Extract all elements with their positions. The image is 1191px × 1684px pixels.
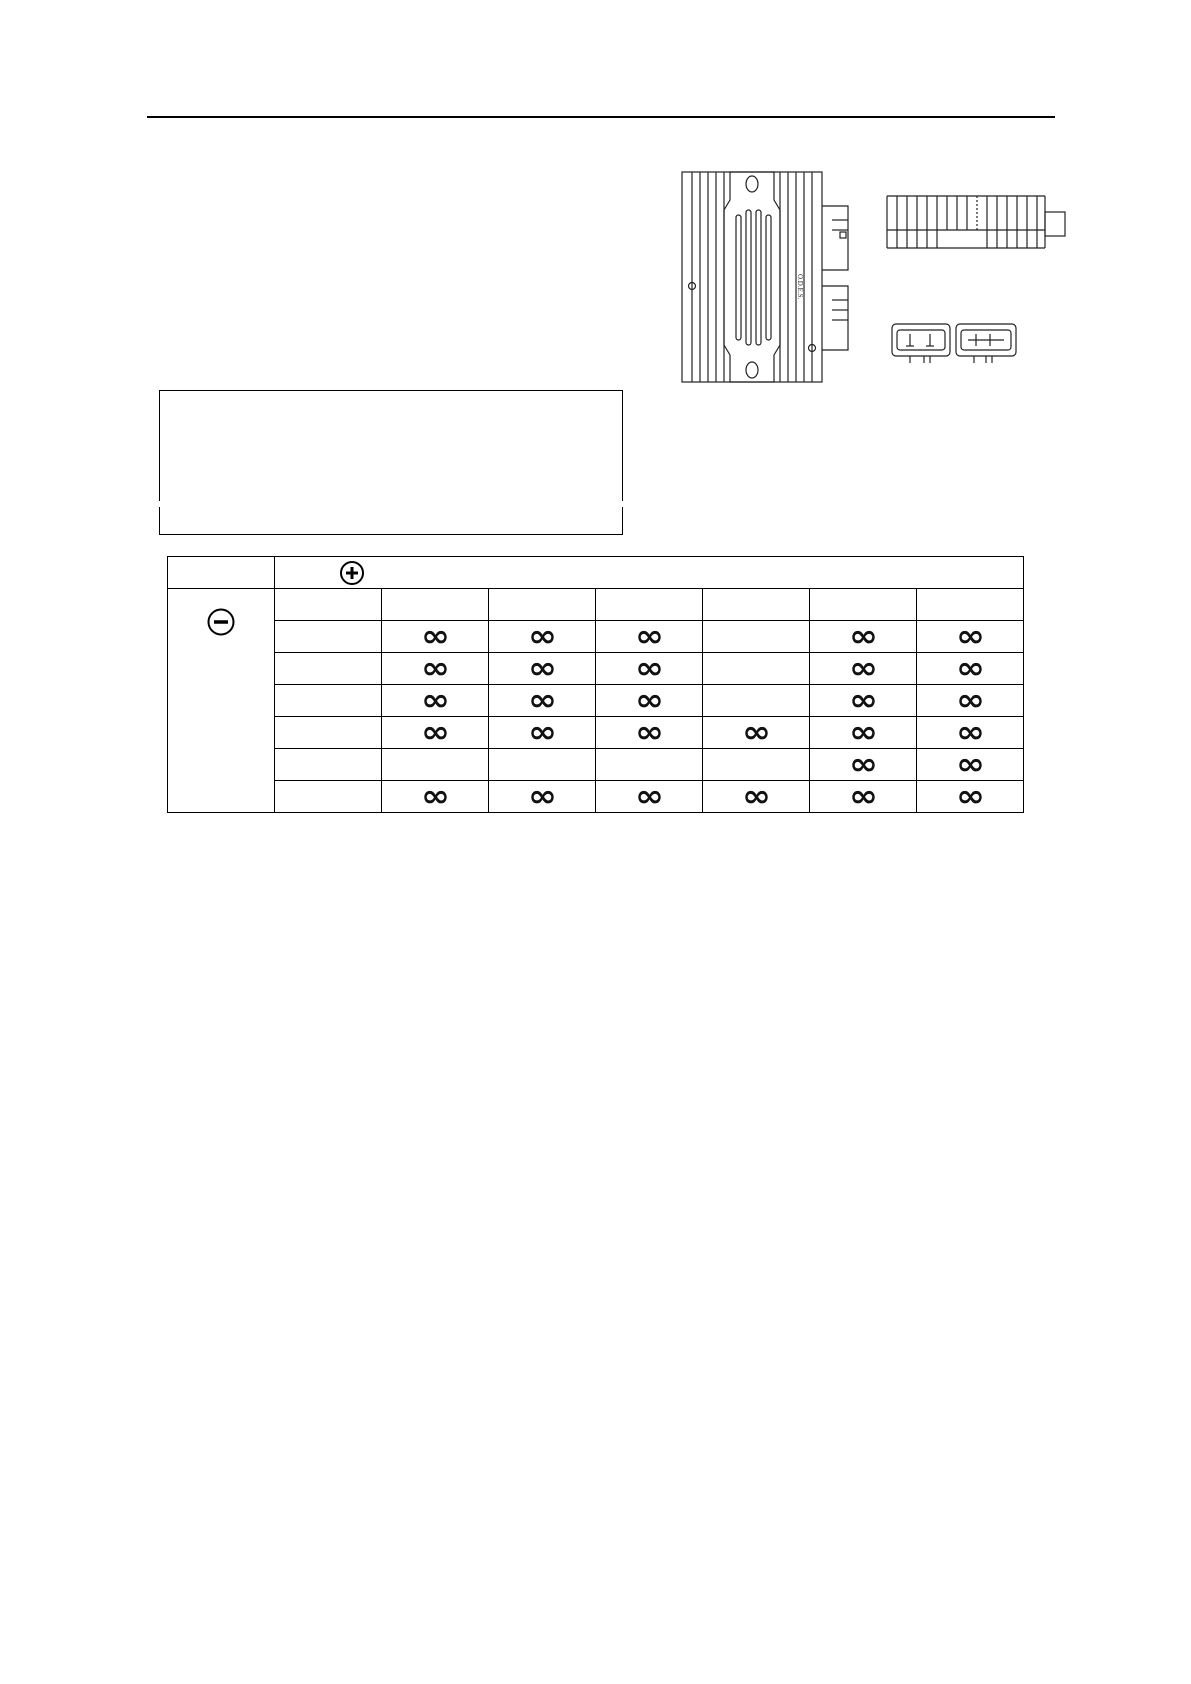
infinity-value: ∞ bbox=[955, 747, 985, 782]
table-cell bbox=[489, 781, 596, 813]
table-cell bbox=[917, 749, 1024, 781]
infinity-value: ∞ bbox=[741, 715, 771, 750]
row-label-cell bbox=[275, 685, 382, 717]
infinity-value: ∞ bbox=[955, 651, 985, 686]
table-row bbox=[168, 621, 1024, 653]
infinity-value: ∞ bbox=[848, 747, 878, 782]
infinity-value: ∞ bbox=[420, 651, 450, 686]
table-cell bbox=[596, 589, 703, 621]
regulator-front-drawing bbox=[680, 170, 860, 385]
table-cell bbox=[810, 589, 917, 621]
minus-circle-icon bbox=[206, 607, 236, 637]
table-cell bbox=[917, 621, 1024, 653]
table-cell bbox=[489, 621, 596, 653]
notice-box bbox=[159, 390, 623, 535]
table-row bbox=[168, 749, 1024, 781]
row-label-cell bbox=[275, 653, 382, 685]
table-cell bbox=[596, 621, 703, 653]
infinity-value: ∞ bbox=[527, 715, 557, 750]
infinity-value: ∞ bbox=[527, 619, 557, 654]
table-row bbox=[168, 589, 1024, 621]
table-cell bbox=[917, 781, 1024, 813]
notice-box-gap bbox=[158, 501, 624, 507]
infinity-value: ∞ bbox=[955, 619, 985, 654]
row-label-cell bbox=[275, 589, 382, 621]
table-cell bbox=[382, 589, 489, 621]
table-cell bbox=[810, 717, 917, 749]
table-cell bbox=[810, 749, 917, 781]
infinity-value: ∞ bbox=[420, 779, 450, 814]
infinity-value: ∞ bbox=[741, 779, 771, 814]
infinity-value: ∞ bbox=[527, 779, 557, 814]
table-cell bbox=[917, 685, 1024, 717]
table-cell bbox=[382, 653, 489, 685]
table-row bbox=[168, 717, 1024, 749]
table-cell bbox=[810, 653, 917, 685]
table-cell bbox=[703, 749, 810, 781]
table-cell bbox=[382, 749, 489, 781]
infinity-value: ∞ bbox=[848, 619, 878, 654]
row-label-cell bbox=[275, 781, 382, 813]
regulator-label: O.D.E.S. bbox=[796, 274, 804, 300]
regulator-side-drawing bbox=[885, 190, 1075, 255]
table-cell bbox=[489, 685, 596, 717]
table-cell bbox=[703, 589, 810, 621]
infinity-value: ∞ bbox=[420, 715, 450, 750]
table-cell bbox=[703, 653, 810, 685]
table-row bbox=[168, 653, 1024, 685]
row-label-cell bbox=[275, 749, 382, 781]
row-label-cell bbox=[275, 717, 382, 749]
infinity-value: ∞ bbox=[527, 651, 557, 686]
table-cell bbox=[703, 685, 810, 717]
infinity-value: ∞ bbox=[848, 715, 878, 750]
table-row bbox=[168, 685, 1024, 717]
table-cell bbox=[596, 781, 703, 813]
infinity-value: ∞ bbox=[848, 683, 878, 718]
infinity-value: ∞ bbox=[634, 619, 664, 654]
positive-probe-header bbox=[275, 557, 1024, 589]
table-cell bbox=[917, 653, 1024, 685]
table-cell bbox=[596, 685, 703, 717]
infinity-value: ∞ bbox=[634, 683, 664, 718]
infinity-value: ∞ bbox=[527, 683, 557, 718]
header-rule bbox=[147, 116, 1055, 118]
table-cell bbox=[596, 653, 703, 685]
table-cell bbox=[489, 749, 596, 781]
infinity-value: ∞ bbox=[420, 683, 450, 718]
infinity-value: ∞ bbox=[848, 651, 878, 686]
table-cell bbox=[703, 621, 810, 653]
table-header-row bbox=[168, 557, 1024, 589]
infinity-value: ∞ bbox=[955, 683, 985, 718]
infinity-value: ∞ bbox=[955, 779, 985, 814]
table-cell bbox=[382, 717, 489, 749]
resistance-table bbox=[167, 556, 1024, 813]
infinity-value: ∞ bbox=[634, 715, 664, 750]
table-cell bbox=[917, 717, 1024, 749]
plus-circle-icon bbox=[339, 560, 365, 586]
infinity-value: ∞ bbox=[634, 651, 664, 686]
infinity-value: ∞ bbox=[848, 779, 878, 814]
table-cell bbox=[810, 685, 917, 717]
table-cell bbox=[489, 717, 596, 749]
table-cell bbox=[810, 621, 917, 653]
table-cell bbox=[489, 589, 596, 621]
table-cell bbox=[703, 781, 810, 813]
table-cell bbox=[382, 781, 489, 813]
table-cell bbox=[703, 717, 810, 749]
row-label-cell bbox=[275, 621, 382, 653]
infinity-value: ∞ bbox=[955, 715, 985, 750]
table-cell bbox=[489, 653, 596, 685]
table-cell bbox=[596, 749, 703, 781]
table-cell bbox=[810, 781, 917, 813]
infinity-value: ∞ bbox=[634, 779, 664, 814]
table-cell bbox=[382, 685, 489, 717]
table-cell bbox=[382, 621, 489, 653]
negative-probe-header bbox=[168, 589, 275, 813]
table-cell bbox=[917, 589, 1024, 621]
connector-drawing bbox=[890, 322, 1030, 367]
table-row bbox=[168, 781, 1024, 813]
corner-cell bbox=[168, 557, 275, 589]
table-cell bbox=[596, 717, 703, 749]
infinity-value: ∞ bbox=[420, 619, 450, 654]
